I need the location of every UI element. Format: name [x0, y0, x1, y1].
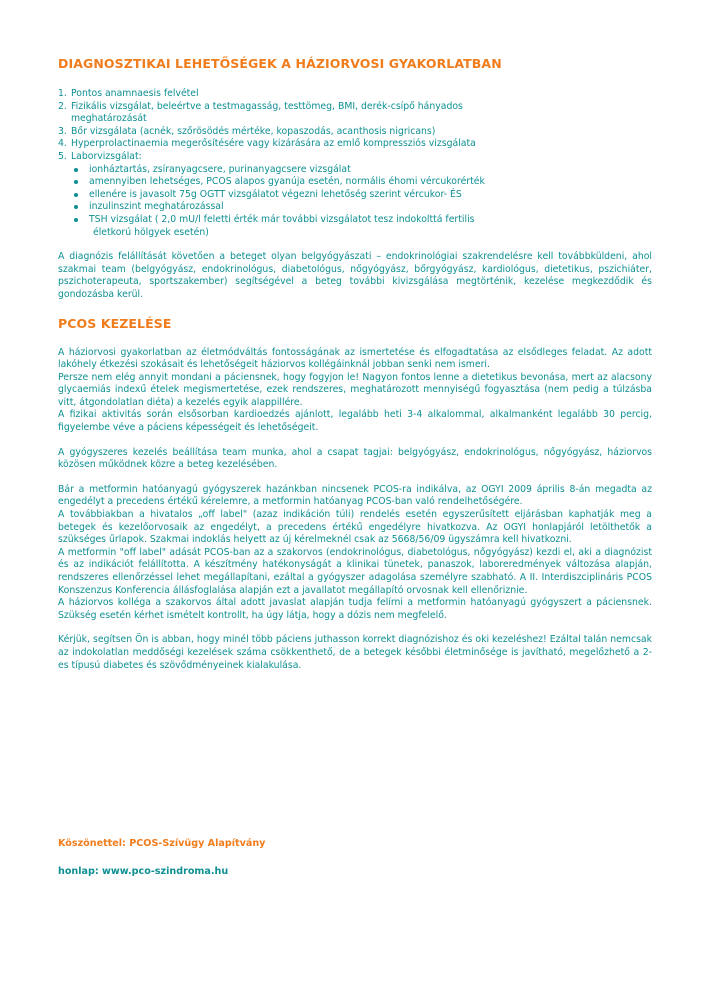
treatment-paragraph: A gyógyszeres kezelés beállítása team munka, ahol a csapat tagjai: belgyógyász, endokrinológus, nőgyógyász, háziorvos közösen működnek közre a beteg kezelésében. — [58, 446, 652, 471]
list-item: ellenére is javasolt 75g OGTT vizsgálatot végezni lehetőség szerint vércukor- ÉS — [72, 189, 652, 202]
lab-tests-list — [58, 164, 652, 240]
treatment-paragraph: A háziorvos kolléga a szakorvos által adott javaslat alapján tudja felírni a metformin hatóanyagú gyógyszert a páciensnek. Szükség esetén kérhet ismételt kontrollt, ha úgy látja, hogy a dózis nem megfelelő. — [58, 597, 652, 621]
homepage-link[interactable]: honlap: www.pco-szindroma.hu — [58, 866, 229, 877]
treatment-paragraph: A továbbiakban a hivatalos „off label" (azaz indikáción túli) rendelés esetén egyszerűsített eljárásban kaphatják meg a betegek és kezelőorvosaik az engedélyt, a precedens értékű engedélyre hivatkozva. Az OGYI honlapjáról letölthetők a szükséges űrlapok. Szakmai indoklás helyett az új kérelmeknél csak az 5668/56/09 ügyszámra kell hivatkozni. — [58, 509, 652, 546]
list-item: inzulinszint meghatározással — [72, 201, 652, 214]
section-title-diagnostics: DIAGNOSZTIKAI LEHETŐSÉGEK A HÁZIORVOSI GYAKORLATBAN — [58, 56, 502, 71]
list-item: 2. Fizikális vizsgálat, beleértve a testmagasság, testtömeg, BMI, derék-csípő hányados meghatározását — [58, 100, 463, 125]
list-item: ionháztartás, zsíranyagcsere, purinanyagcsere vizsgálat — [72, 164, 652, 177]
list-item: amennyiben lehetséges, PCOS alapos gyanúja esetén, normális éhomi vércukorérték — [72, 176, 652, 189]
treatment-paragraph: Persze nem elég annyit mondani a páciensnek, hogy fogyjon le! Nagyon fontos lenne a dietetikus bevonása, mert az alacsony glycaemiás indexű ételek megismertetése, ezek rendszeres, meghatározott mennyiségű fogyasztása (nem pedig a túlzásba vitt, átgondolatlan diéta) a kezelés egyik alappillére. — [58, 371, 652, 408]
thanks-signature: Köszönettel: PCOS-Szívügy Alapítvány — [58, 838, 266, 849]
document-body — [58, 56, 652, 672]
treatment-paragraph: Kérjük, segítsen Ön is abban, hogy minél több páciens juthasson korrekt diagnózishoz és oki kezeléshez! Ezáltal talán nemcsak az indokolatlan meddőségi kezelések száma csökkenthető, de a betegek későbbi életminősége is javítható, megelőzhető a 2-es típusú diabetes és szövődményeinek kialakulása. — [58, 634, 652, 671]
list-item: TSH vizsgálat ( 2,0 mU/l feletti érték már további vizsgálatot tesz indokolttá fertilis életkorú hölgyek esetén) — [72, 214, 652, 239]
diagnosis-paragraph: A diagnózis felállítását követően a beteget olyan belgyógyászati – endokrinológiai szakrendelésre kell továbbküldeni, ahol szakmai team (belgyógyász, endokrinológus, diabetológus, nőgyógyász, bőrgyógyász, kardiológus, dietetikus, pszichiáter, pszichoterapeuta, sportszakember) segítségével a beteg további kivizsgálása megtörténik, kezelése megkezdődik és gondozásba kerül. — [58, 251, 652, 300]
list-item: 5. Laborvizsgálat: — [58, 150, 142, 162]
list-item: 3. Bőr vizsgálata (acnék, szőrösödés mértéke, kopaszodás, acanthosis nigricans) — [58, 125, 436, 137]
list-item: 4. Hyperprolactinaemia megerősítésére vagy kizárására az emlő kompressziós vizsgálata — [58, 138, 476, 150]
treatment-paragraph: A háziorvosi gyakorlatban az életmódváltás fontosságának az ismertetése és elfogadtatása az elsődleges feladat. Az adott lakóhely étkezési szokásait és lehetőségeit háziorvos kollégáinknál jobban senki nem ismeri. — [58, 346, 652, 371]
treatment-paragraph: A fizikai aktivitás során elsősorban kardioedzés ajánlott, legalább heti 3-4 alkalommal, alkalmanként legalább 30 percig, figyelembe véve a páciens képességeit és lehetőségeit. — [58, 409, 652, 434]
diagnostic-steps-list — [58, 88, 652, 164]
list-item: 1. Pontos anamnaesis felvétel — [58, 88, 199, 99]
treatment-paragraph: A metformin "off label" adását PCOS-ban az a szakorvos (endokrinológus, diabetológus, nőgyógyász) kezdi el, aki a diagnózist és az indikációt felállította. A készítmény hatékonyságát a klinikai tünetek, panaszok, laboreredmények változása alapján, rendszeres ellenőrzéssel lehet megállapítani, ezáltal a gyógyszer adagolása személyre szabható. A II. Interdiszciplináris PCOS Konszenzus Konferencia állásfoglalása alapján ezt a javallatot megállapító orvosnak kell ellenőriznie. — [58, 546, 652, 596]
treatment-paragraph: Bár a metformin hatóanyagú gyógyszerek hazánkban nincsenek PCOS-ra indikálva, az OGYI 2009 április 8-án megadta az engedélyt a precedens értékű kérelemre, a metformin hatóanyag PCOS-ban való rendelhetőségére. — [58, 483, 652, 508]
section-title-treatment: PCOS KEZELÉSE — [58, 315, 172, 331]
